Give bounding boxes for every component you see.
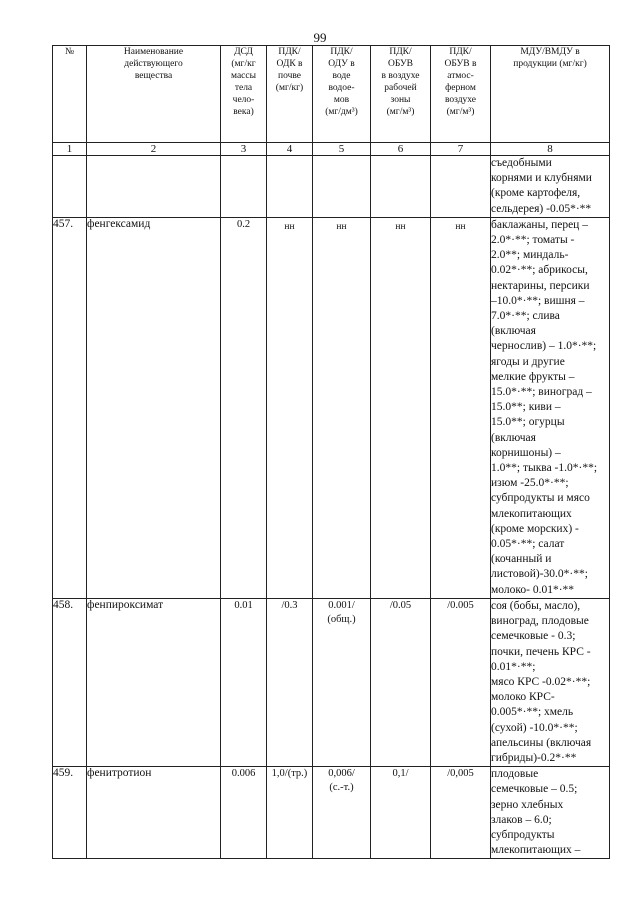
header-line: (мг/м³): [446, 107, 475, 117]
header-line: водое-: [328, 83, 355, 93]
column-number: 2: [87, 143, 221, 156]
mrl-line: семечковые - 0.3;: [491, 630, 576, 643]
mrl-line: корнями и клубнями: [491, 172, 592, 185]
header-line: ПДК/: [449, 47, 472, 57]
substance-name: фенпироксимат: [87, 598, 221, 766]
mrl-line: соя (бобы, масло),: [491, 599, 581, 612]
mrl-line: гибриды)-0.2*·**: [491, 751, 577, 764]
header-line: (мг/м³): [386, 107, 415, 117]
water-mpc-value: [313, 598, 371, 766]
mrl-line: семечковые – 0.5;: [491, 783, 578, 796]
header-line: МДУ/ВМДУ в: [520, 47, 580, 57]
mrl-line: корнишоны) –: [491, 446, 561, 459]
mrl-line: субпродукты: [491, 828, 555, 841]
mrl-line: 0.05*·**; салат: [491, 538, 565, 551]
header-line: века): [233, 107, 254, 117]
header-mrl: [491, 46, 610, 143]
work-air-mpc-value: [371, 767, 431, 859]
mrl-line: нектарины, персики: [491, 279, 590, 292]
mrl-value: [491, 217, 610, 598]
soil-mpc-value: [267, 767, 313, 859]
header-line: мов: [333, 95, 350, 105]
mrl-line: 0.005*·**; хмель: [491, 706, 574, 719]
header-line: тела: [234, 83, 253, 93]
mrl-line: 0.01*·**;: [491, 660, 536, 673]
work-air-mpc-text: 0,1/: [392, 768, 409, 780]
atm-air-mpc-text: нн: [455, 221, 466, 232]
mrl-line: млекопитающих: [491, 507, 572, 520]
column-number: 7: [431, 143, 491, 156]
substance-name: [87, 156, 221, 218]
header-line: ОБУВ в: [444, 59, 477, 69]
dsd-value: 0.006: [221, 767, 267, 859]
mrl-line: чернослив) – 1.0*·**;: [491, 340, 597, 353]
work-air-mpc-text: нн: [395, 221, 406, 232]
header-line: ПДК/: [389, 47, 412, 57]
mrl-line: (сухой) -10.0*·**;: [491, 721, 578, 734]
header-line: ОДУ в: [328, 59, 355, 69]
header-line: рабочей: [384, 83, 417, 93]
water-mpc-line: (с.-т.): [329, 782, 354, 794]
mrl-line: зерно хлебных: [491, 798, 564, 811]
atm-air-mpc-text: /0.005: [447, 599, 474, 611]
header-line: в воздухе: [381, 71, 420, 81]
header-line: вещества: [134, 71, 173, 81]
soil-mpc-value: [267, 156, 313, 218]
mrl-line: молоко КРС-: [491, 691, 555, 704]
mrl-line: мясо КРС -0.02*·**;: [491, 675, 591, 688]
header-line: массы: [231, 71, 256, 81]
header-line: (мг/кг: [231, 59, 256, 69]
pesticide-table: [52, 45, 610, 859]
mrl-line: 2.0*·**; томаты -: [491, 234, 575, 247]
header-water-mpc: [313, 46, 371, 143]
table-row: [53, 598, 610, 766]
header-substance-name: [87, 46, 221, 143]
page-number: 99: [313, 30, 327, 45]
mrl-line: (кроме морских) -: [491, 522, 579, 535]
column-number: 1: [53, 143, 87, 156]
mrl-value: [491, 598, 610, 766]
work-air-mpc-text: /0.05: [389, 599, 412, 611]
mrl-line: баклажаны, перец –: [491, 218, 588, 231]
atm-air-mpc-value: [431, 767, 491, 859]
atm-air-mpc-value: [431, 156, 491, 218]
column-number: 5: [313, 143, 371, 156]
mrl-line: (кочанный и: [491, 553, 552, 566]
row-number: [53, 156, 87, 218]
header-line: (мг/кг): [275, 83, 304, 93]
mrl-line: (включая: [491, 431, 536, 444]
soil-mpc-text: 1,0/(тр.): [271, 768, 308, 780]
table-row: [53, 217, 610, 598]
column-number: 4: [267, 143, 313, 156]
mrl-line: (включая: [491, 325, 536, 338]
mrl-value: [491, 156, 610, 218]
atm-air-mpc-value: [431, 217, 491, 598]
water-mpc-value: [313, 767, 371, 859]
dsd-value: 0.2: [221, 217, 267, 598]
header-line: ДСД: [234, 47, 253, 57]
mrl-line: сельдерея) -0.05*·**: [491, 202, 592, 215]
water-mpc-value: [313, 156, 371, 218]
mrl-line: (кроме картофеля,: [491, 187, 581, 200]
mrl-line: апельсины (включая: [491, 736, 592, 749]
row-number: 459.: [53, 767, 87, 859]
header-line: воздухе: [444, 95, 477, 105]
row-number: 458.: [53, 598, 87, 766]
soil-mpc-text: нн: [284, 221, 295, 232]
row-number: 457.: [53, 217, 87, 598]
header-line: почве: [277, 71, 301, 81]
header-line: ферном: [445, 83, 476, 93]
mrl-line: ягоды и другие: [491, 355, 565, 368]
header-row: [53, 46, 610, 143]
dsd-value: [221, 156, 267, 218]
header-line: №: [64, 47, 75, 57]
atm-air-mpc-value: [431, 598, 491, 766]
mrl-line: –10.0*·**; вишня –: [491, 294, 585, 307]
mrl-line: почки, печень КРС -: [491, 645, 591, 658]
header-atm-air-mpc: [431, 46, 491, 143]
header-line: чело-: [232, 95, 255, 105]
soil-mpc-value: [267, 217, 313, 598]
column-number: 3: [221, 143, 267, 156]
table-row: [53, 767, 610, 859]
header-line: действующего: [124, 59, 183, 69]
water-mpc-line: нн: [336, 221, 347, 232]
substance-name: фенгексамид: [87, 217, 221, 598]
dsd-value: 0.01: [221, 598, 267, 766]
mrl-line: 15.0**; огурцы: [491, 416, 565, 429]
header-line: ОБУВ: [387, 59, 414, 69]
mrl-line: мелкие фрукты –: [491, 370, 575, 383]
mrl-line: 0.02*·**; абрикосы,: [491, 264, 588, 277]
column-number-row: [53, 143, 610, 156]
header-line: атмос-: [447, 71, 474, 81]
column-number: 6: [371, 143, 431, 156]
atm-air-mpc-text: /0,005: [447, 768, 474, 780]
mrl-value: [491, 767, 610, 859]
mrl-line: молоко- 0.01*·**: [491, 583, 575, 596]
header-line: ПДК/: [330, 47, 353, 57]
water-mpc-line: (общ.): [327, 613, 356, 625]
header-line: зоны: [390, 95, 411, 105]
mrl-line: субпродукты и мясо: [491, 492, 590, 505]
mrl-line: съедобными: [491, 157, 552, 169]
water-mpc-line: 0,006/: [328, 768, 355, 780]
work-air-mpc-value: [371, 156, 431, 218]
mrl-line: 15.0*·**; виноград –: [491, 386, 592, 399]
header-line: Наименование: [123, 47, 184, 57]
header-line: продукции (мг/кг): [513, 59, 587, 69]
soil-mpc-value: [267, 598, 313, 766]
work-air-mpc-value: [371, 217, 431, 598]
mrl-line: млекопитающих –: [491, 844, 581, 857]
mrl-line: листовой)-30.0*·**;: [491, 568, 588, 581]
header-line: (мг/дм³): [325, 107, 358, 117]
header-dsd: [221, 46, 267, 143]
mrl-line: 1.0**; тыква -1.0*·**;: [491, 462, 598, 475]
table-row: [53, 156, 610, 218]
mrl-line: 15.0**; киви –: [491, 401, 561, 414]
substance-name: фенитротион: [87, 767, 221, 859]
mrl-line: изюм -25.0*·**;: [491, 477, 569, 490]
header-line: ПДК/: [278, 47, 301, 57]
work-air-mpc-value: [371, 598, 431, 766]
mrl-line: 7.0*·**; слива: [491, 310, 560, 323]
header-work-air-mpc: [371, 46, 431, 143]
header-line: воде: [332, 71, 351, 81]
header-soil-mpc: [267, 46, 313, 143]
header-number: [53, 46, 87, 143]
soil-mpc-text: /0.3: [281, 599, 298, 611]
mrl-line: 2.0**; миндаль-: [491, 249, 569, 262]
water-mpc-line: 0.001/: [328, 599, 355, 611]
mrl-line: виноград, плодовые: [491, 615, 589, 628]
column-number: 8: [491, 143, 610, 156]
mrl-line: плодовые: [491, 768, 539, 781]
header-line: ОДК в: [276, 59, 303, 69]
water-mpc-value: [313, 217, 371, 598]
mrl-line: злаков – 6.0;: [491, 813, 552, 826]
